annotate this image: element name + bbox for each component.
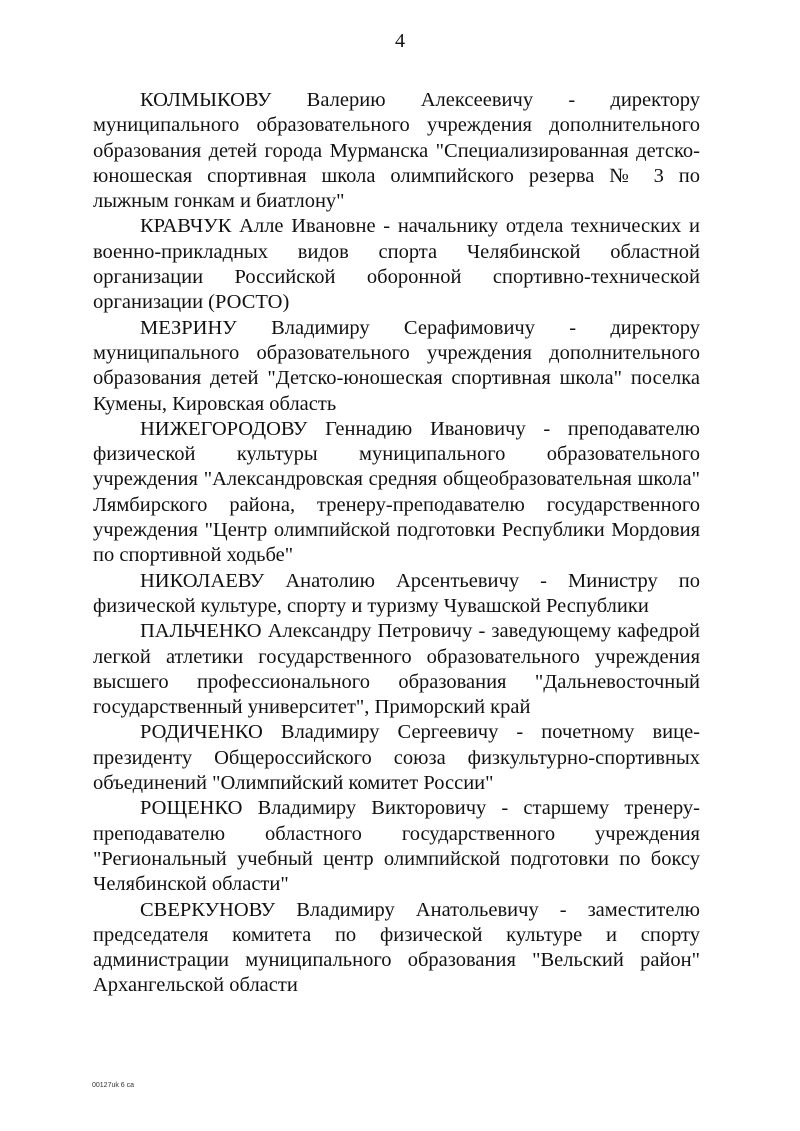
award-entry-kolmykov: КОЛМЫКОВУ Валерию Алексеевичу - директору муниципального образовательного учреждения дополнительного образования детей города Мурманска "Специализированная детско-юношеская спортивная школа олимпийского резерва № 3 по лыжным гонкам и биатлону" — [93, 89, 700, 213]
page-number: 4 — [395, 30, 405, 52]
award-list — [93, 88, 700, 999]
award-entry-roshchenko: РОЩЕНКО Владимиру Викторовичу - старшему тренеру-преподавателю областного государственного учреждения "Региональный учебный центр олимпийской подготовки по боксу Челябинской области" — [93, 797, 700, 896]
award-entry-rodichenko: РОДИЧЕНКО Владимиру Сергеевичу - почетному вице-президенту Общероссийского союза физкультурно-спортивных объединений "Олимпийский комитет России" — [93, 721, 700, 795]
award-entry-kravchuk: КРАВЧУК Алле Ивановне - начальнику отдела технических и военно-прикладных видов спорта Челябинской областной организации Российской оборонной спортивно-технической организации (РОСТО) — [93, 215, 700, 314]
award-entry-nikolaev: НИКОЛАЕВУ Анатолию Арсентьевичу - Министру по физической культуре, спорту и туризму Чувашской Республики — [93, 569, 700, 617]
award-entry-palchenko: ПАЛЬЧЕНКО Александру Петровичу - заведующему кафедрой легкой атлетики государственного образовательного учреждения высшего профессионального образования "Дальневосточный государственный университет", Приморский край — [93, 620, 700, 719]
document-footer-code: 00127uk 6 ca — [92, 1082, 135, 1089]
award-entry-nizhegorodov: НИЖЕГОРОДОВУ Геннадию Ивановичу - преподавателю физической культуры муниципального образовательного учреждения "Александровская средняя общеобразовательная школа" Лямбирского района, тренеру-преподавателю государственного учреждения "Центр олимпийской подготовки Республики Мордовия по спортивной ходьбе" — [93, 417, 700, 567]
award-entry-mezrin: МЕЗРИНУ Владимиру Серафимовичу - директору муниципального образовательного учреждения дополнительного образования детей "Детско-юношеская спортивная школа" поселка Кумены, Кировская область — [93, 316, 700, 415]
award-entry-sverkunov: СВЕРКУНОВУ Владимиру Анатольевичу - заместителю председателя комитета по физической культуре и спорту администрации муниципального образования "Вельский район" Архангельской области — [93, 898, 700, 997]
